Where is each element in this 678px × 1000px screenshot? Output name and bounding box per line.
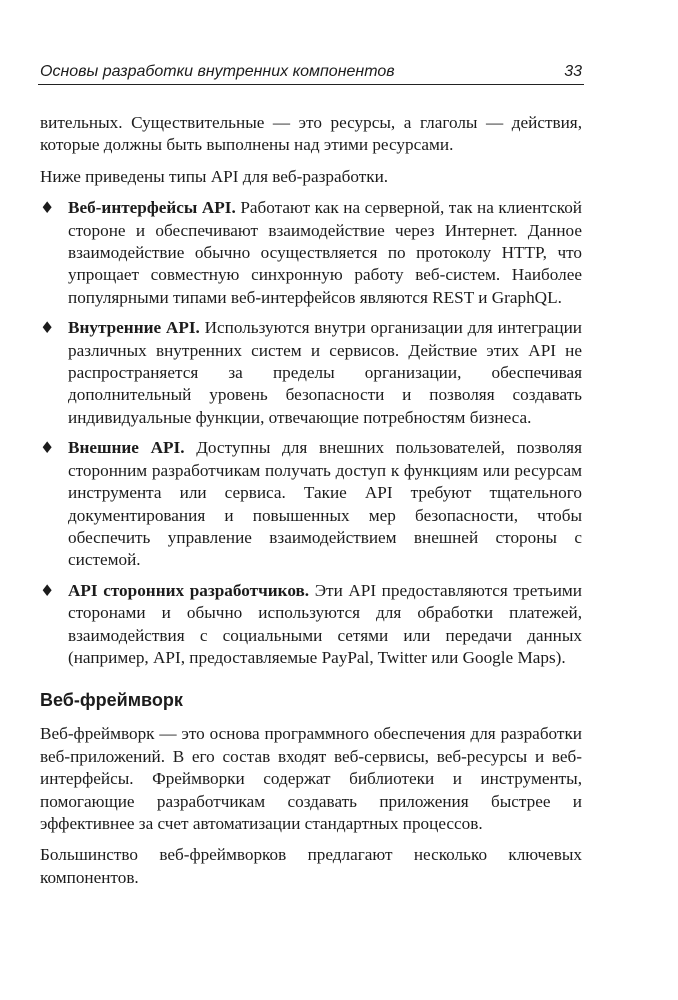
diamond-bullet-icon: ♦ [40,318,55,338]
paragraph-intro: Ниже приведены типы API для веб-разработки. [40,166,389,186]
diamond-bullet-icon: ♦ [40,438,55,458]
list-item-external-api [40,437,582,571]
paragraph-continuation: вительных. Существительные — это ресурсы, а глаголы — действия, которые должны быть выполнены над этими ресурсами. [40,113,582,155]
term-internal-api: Внутренние API. [68,318,200,338]
list-item-third-party-api [40,580,582,670]
diamond-bullet-icon: ♦ [40,580,55,600]
paragraph-components: Большинство веб-фреймворков предлагают несколько ключевых компонентов. [40,845,582,887]
desc-third-party-api: Эти API предоставляются третьими сторонами и обычно используются для обработки платежей, взаимодействия с социальными сетями или передачи данных (например, API, предоставляемые PayPal, Twitter или Google Maps). [68,580,582,667]
desc-web-api: Работают как на серверной, так на клиентской стороне и обеспечивают взаимодействие через Интернет. Данное взаимодействие обычно осуществляется по протоколу HTTP, что упрощает совместную синхронную работу веб-систем. Наиболее популярными типами веб-интерфейсов являются REST и GraphQL. [68,198,583,307]
page-number: 33 [564,63,582,80]
desc-internal-api: Используются внутри организации для интеграции различных внутренних систем и сервисов. Действие этих API не распространяется за пределы организации, обеспечивая дополнительный уровень безопасности и позволяя создавать индивидуальные функции, отвечающие потребностям бизнеса. [68,318,582,427]
paragraph-framework: Веб-фреймворк — это основа программного обеспечения для разработки веб-приложений. В его состав входят веб-сервисы, веб-ресурсы и веб-интерфейсы. Фреймворки содержат библиотеки и инструменты, помогающие разработчикам создавать приложения быстрее и эффективнее за счет автоматизации стандартных процессов. [40,724,582,833]
running-title: Основы разработки внутренних компонентов [40,63,395,80]
section-heading: Веб-фреймворк [40,690,183,711]
list-item-internal-api [40,317,582,429]
api-types-list [40,197,582,669]
body-text [40,112,582,898]
list-item-web-api [40,197,582,309]
running-header [38,58,584,85]
term-web-api: Веб-интерфейсы API. [68,198,236,218]
term-third-party-api: API сторонних разработчиков. [68,580,310,600]
desc-external-api: Доступны для внешних пользователей, позволяя сторонним разработчикам получать доступ к функциям или ресурсам инструмента или сервиса. Такие API требуют тщательного документирования и повышенных мер безопасности, чтобы обеспечить управление взаимодействием внешней стороны с системой. [68,438,582,570]
term-external-api: Внешние API. [68,438,185,458]
diamond-bullet-icon: ♦ [40,198,55,218]
